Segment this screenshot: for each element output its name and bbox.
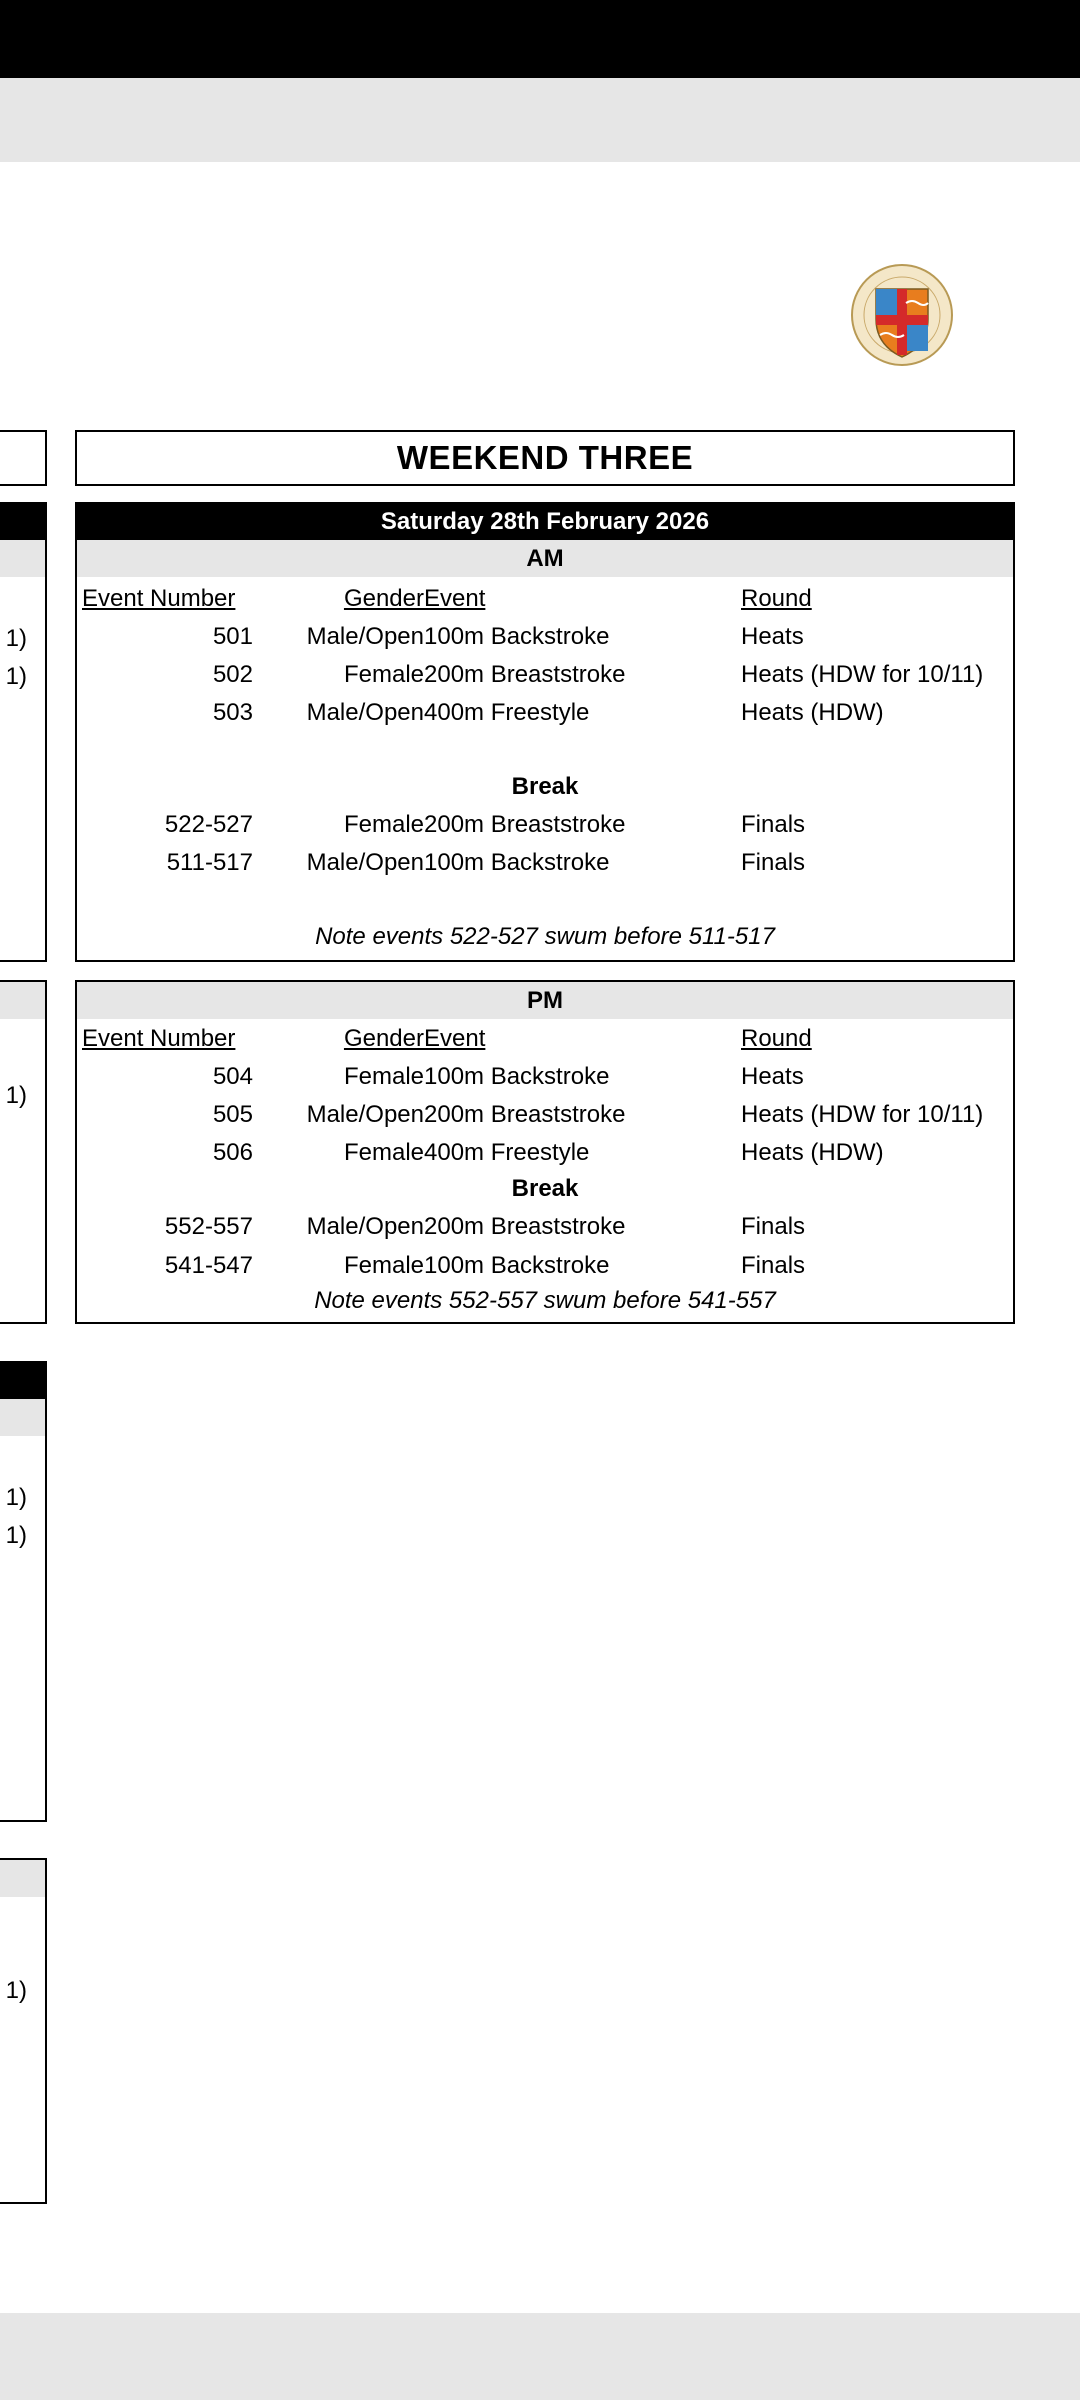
left-fragment: 1) — [5, 625, 27, 652]
event-round: Heats — [741, 1063, 804, 1090]
left-stub-header — [0, 1363, 45, 1399]
event-number: 503 — [212, 699, 253, 726]
event-gender: Female — [343, 811, 424, 838]
top-black-bar — [0, 0, 1080, 78]
left-stub-subheader — [0, 1860, 45, 1897]
col-header-round: Round — [741, 1025, 812, 1052]
left-day-stub-3 — [0, 1361, 47, 1822]
weekend-title: WEEKEND THREE — [75, 430, 1015, 486]
day-date-header: Saturday 28th February 2026 — [77, 504, 1013, 540]
event-round: Heats (HDW for 10/11) — [741, 1101, 984, 1128]
left-fragment: 1) — [5, 1082, 27, 1109]
event-gender: Female — [343, 661, 424, 688]
event-round: Finals — [741, 1213, 806, 1240]
event-number: 505 — [212, 1101, 253, 1128]
col-header-gender: Gender — [343, 1025, 424, 1052]
col-header-event-number: Event Number — [82, 1025, 236, 1052]
event-number: 522-527 — [164, 811, 253, 838]
col-header-round: Round — [741, 585, 812, 612]
event-gender: Male/Open — [306, 623, 424, 650]
event-gender: Male/Open — [306, 699, 424, 726]
event-name: 100m Backstroke — [424, 1063, 610, 1090]
schedule-note: Note events 522-527 swum before 511-517 — [315, 923, 775, 950]
saturday-am-section — [75, 502, 1015, 962]
break-label: Break — [511, 773, 579, 800]
left-fragment: 1) — [5, 1977, 27, 2004]
left-day-stub-1 — [0, 502, 47, 962]
pm-session-header: PM — [77, 982, 1013, 1019]
break-label: Break — [511, 1175, 579, 1202]
event-name: 400m Freestyle — [424, 699, 590, 726]
event-round: Heats (HDW for 10/11) — [741, 661, 984, 688]
event-number: 511-517 — [166, 849, 253, 876]
club-crest-logo — [850, 263, 954, 367]
event-gender: Male/Open — [306, 849, 424, 876]
event-number: 506 — [212, 1139, 253, 1166]
event-gender: Male/Open — [306, 1213, 424, 1240]
top-grey-bar — [0, 78, 1080, 162]
event-number: 504 — [212, 1063, 253, 1090]
event-name: 100m Backstroke — [424, 1252, 610, 1279]
event-name: 200m Breaststroke — [424, 661, 626, 688]
event-number: 502 — [212, 661, 253, 688]
event-round: Heats — [741, 623, 804, 650]
event-name: 200m Breaststroke — [424, 1101, 626, 1128]
event-number: 541-547 — [164, 1252, 253, 1279]
left-fragment: 1) — [5, 1484, 27, 1511]
left-stub-subheader — [0, 540, 45, 577]
col-header-gender: Gender — [343, 585, 424, 612]
col-header-event: Event — [424, 1025, 486, 1052]
left-day-stub-2 — [0, 980, 47, 1324]
left-stub-header — [0, 504, 45, 540]
left-fragment: 1) — [5, 663, 27, 690]
schedule-note: Note events 552-557 swum before 541-557 — [314, 1287, 776, 1314]
left-fragment: 1) — [5, 1522, 27, 1549]
col-header-event: Event — [424, 585, 486, 612]
am-session-header: AM — [77, 540, 1013, 577]
left-title-stub — [0, 430, 47, 486]
event-gender: Female — [343, 1063, 424, 1090]
event-name: 100m Backstroke — [424, 623, 610, 650]
event-gender: Female — [343, 1139, 424, 1166]
event-gender: Female — [343, 1252, 424, 1279]
event-name: 400m Freestyle — [424, 1139, 590, 1166]
event-round: Finals — [741, 811, 806, 838]
event-number: 552-557 — [164, 1213, 253, 1240]
left-day-stub-4 — [0, 1858, 47, 2204]
event-round: Finals — [741, 1252, 806, 1279]
left-stub-subheader — [0, 1399, 45, 1436]
bottom-grey-bar — [0, 2313, 1080, 2400]
event-round: Finals — [741, 849, 806, 876]
event-round: Heats (HDW) — [741, 699, 884, 726]
event-name: 100m Backstroke — [424, 849, 610, 876]
col-header-event-number: Event Number — [82, 585, 236, 612]
event-gender: Male/Open — [306, 1101, 424, 1128]
left-stub-subheader — [0, 982, 45, 1019]
event-round: Heats (HDW) — [741, 1139, 884, 1166]
saturday-pm-section — [75, 980, 1015, 1324]
event-name: 200m Breaststroke — [424, 1213, 626, 1240]
event-name: 200m Breaststroke — [424, 811, 626, 838]
event-number: 501 — [212, 623, 253, 650]
